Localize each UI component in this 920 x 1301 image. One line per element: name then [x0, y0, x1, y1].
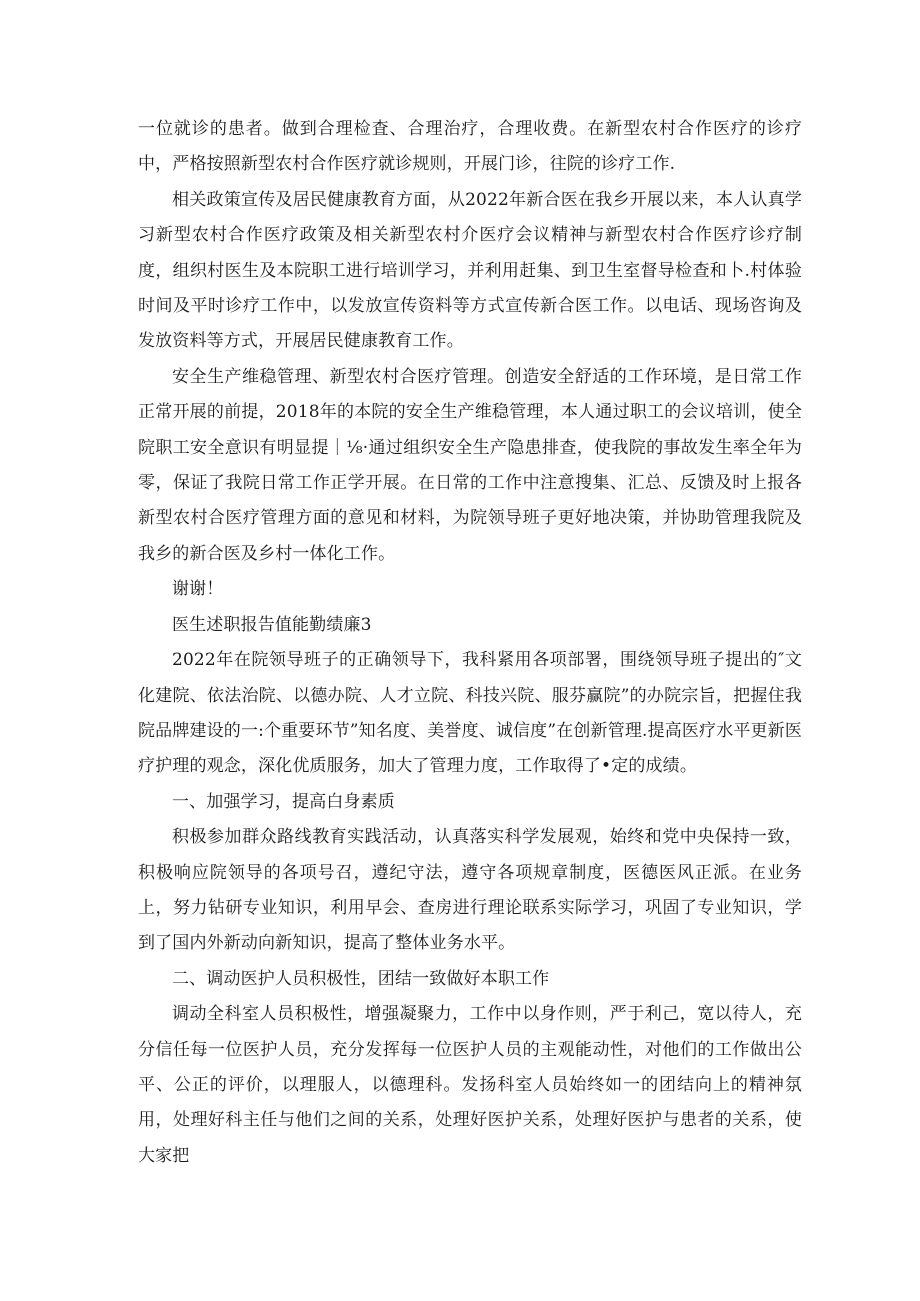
section-title: 医生述职报告值能勤绩廉3: [172, 614, 372, 635]
paragraph-6: 2022年在院领导班子的正确领导下，我科紧用各项部署，围绕领导班子提出的″文化建院、依法治院、以德办院、人才立院、科技兴院、服芬赢院”的办院宗旨，把握住我院品牌建设的一:个重要环节”知名度、美誉度、诚信度”在创新管理.提高医疗水平更新医疗护理的观念，深化优质服务，加大了管理力度，工作取得了•定的成绩。: [138, 650, 802, 777]
document-body: [138, 112, 802, 1174]
heading-2: 二、调动医护人员积极性，团结一致做好本职工作: [172, 968, 550, 989]
paragraph-1: 一位就诊的患者。做到合理检査、合理治疗，合理收费。在新型农村合作医疗的诊疗中，严格按照新型农村合作医疗就诊规则，开展门诊，往院的诊疗工作.: [138, 119, 802, 175]
paragraph-2: 相关政策宣传及居民健康教育方面，从2022年新合医在我乡开展以来，本人认真学习新型农村合作医疗政策及相关新型农村介医疗会议精神与新型农村合作医疗诊疗制度，组织村医生及本院职工进行培训学习，并利用赶集、到卫生室督导检查和卜.村体验时间及平时诊疗工作中，以发放宣传资料等方式宣传新合医工作。以电话、现场咨询及发放资料等方式，开展居民健康教育工作。: [138, 189, 802, 352]
heading-1: 一、加强学习，提高白身素质: [172, 791, 395, 812]
paragraph-10: 调动全科室人员积极性，增强凝聚力，工作中以身作则，严于利己，宽以待人，充分信任每一位医护人员，充分发挥每一位医护人员的主观能动性，对他们的工作做出公平、公正的评价，以理服人，以德理科。发扬科室人员始终如一的团结向上的精神氛用，处理好科主任与他们之间的关系，处理好医护关系，处理好医护与患者的关系，使大家把: [138, 1004, 802, 1166]
paragraph-3: 安全生产维稳管理、新型农村合医疗管理。创造安全舒适的工作环境，是日常工作正常开展的前提，2018年的本院的安全生产维稳管理，本人通过职工的会议培训，使全院职工安全意识有明显提｜⅛·通过组织安全生产隐患排查，使我院的事故发生率全年为零，保证了我院日常工作正学开展。在日常的工作中注意搜集、汇总、反馈及时上报各新型农村合医疗管理方面的意见和材料，为院领导班子更好地决策，并协助管理我院及我乡的新合医及乡村一体化工作。: [138, 366, 802, 564]
paragraph-8: 积极参加群众路线教育实践活动，认真落实科学发展观，始终和党中央保持一致，积极响应院领导的各项号召，遵纪守法，遵守各项规章制度，医德医风正派。在业务上，努力钻研专业知识，利用早会、查房进行理论联系实际学习，巩固了专业知识，学到了国内外新动向新知识，提高了整体业务水平。: [138, 827, 802, 954]
paragraph-thanks: 谢谢！: [172, 579, 224, 600]
